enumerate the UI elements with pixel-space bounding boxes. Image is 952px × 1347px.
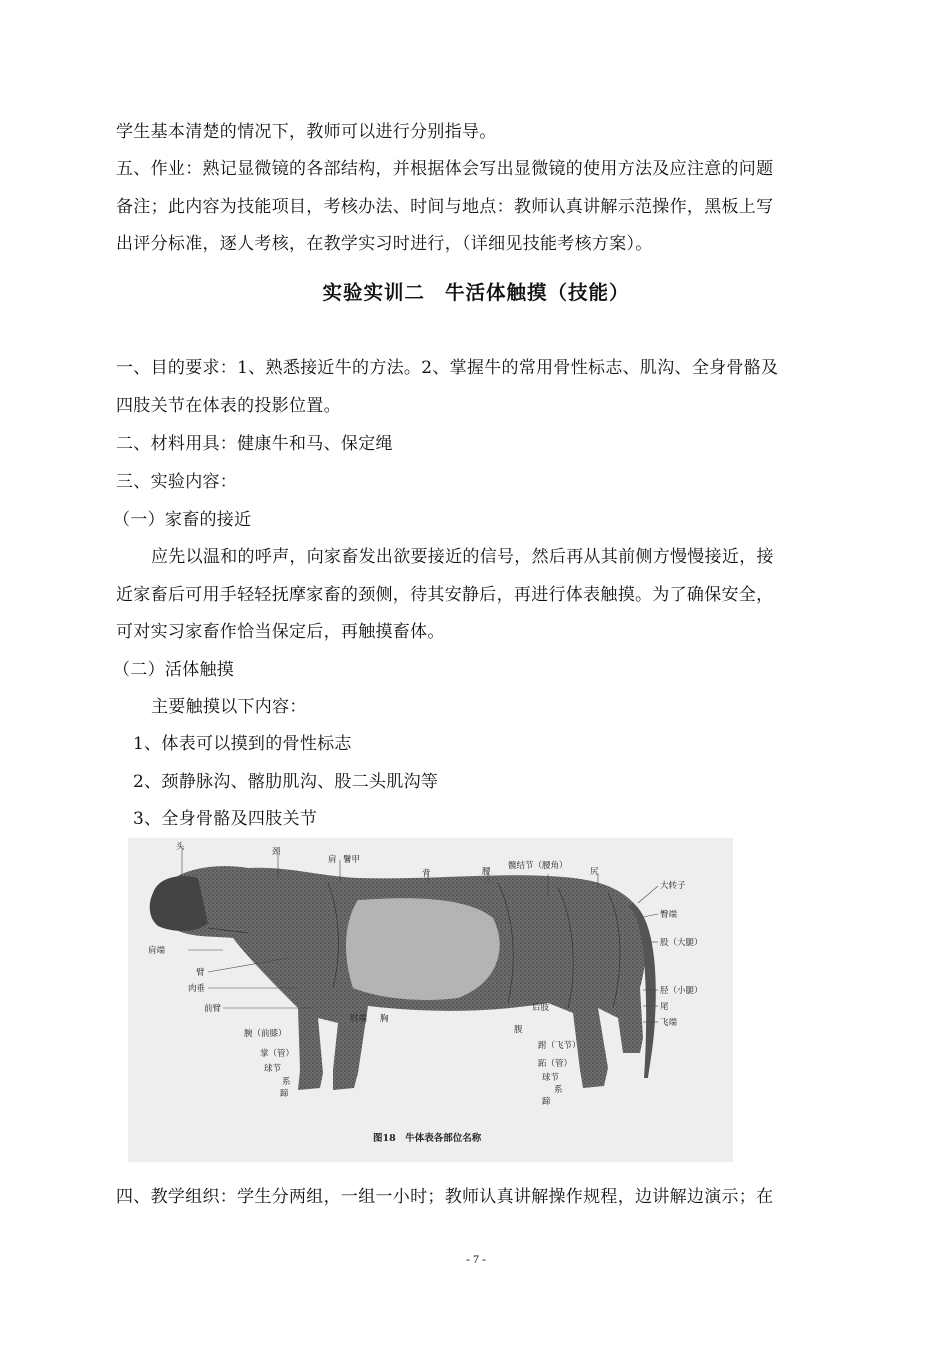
text-line: 出评分标准，逐人考核，在教学实习时进行，（详细见技能考核方案）。 [116,234,653,254]
label-neck: 颈 [272,847,281,857]
text-line: （二）活体触摸 [113,660,235,680]
section-title-text: 牛活体触摸（技能） [445,281,630,304]
text-line: 3、全身骨骼及四肢关节 [133,809,318,829]
label-metacarpus: 掌（管） [260,1049,295,1059]
label-buttock: 臀端 [660,910,678,920]
label-back: 背 [422,869,431,879]
text-line: 1、体表可以摸到的骨性标志 [133,734,352,754]
label-shoulder: 肩 [328,855,337,865]
label-forearm: 前臂 [204,1004,222,1014]
label-tail: 尾 [660,1002,669,1012]
label-arm: 臂 [196,968,205,978]
text-line: 四肢关节在体表的投影位置。 [116,396,341,416]
text-line: 可对实习家畜作恰当保定后，再触摸畜体。 [116,622,445,642]
label-coxal-tuber: 髋结节（腰角） [508,861,568,871]
text-line: 近家畜后可用手轻轻抚摩家畜的颈侧，待其安静后，再进行体表触摸。为了确保安全， [116,585,774,605]
label-head: 头 [176,842,185,852]
label-elbow: 肘端 [350,1014,368,1024]
label-pastern-fore: 系 [282,1077,291,1087]
section-title [0,277,952,305]
text-line: 四、教学组织：学生分两组，一组一小时；教师认真讲解操作规程，边讲解边演示；在 [116,1187,774,1207]
label-hock-point: 飞端 [660,1018,678,1028]
text-line: 应先以温和的呼声，向家畜发出欲要接近的信号，然后再从其前侧方慢慢接近，接 [151,547,774,567]
label-withers: 鬐甲 [343,855,361,865]
label-leg: 胫（小腿） [660,986,703,996]
label-belly: 腹 [514,1025,523,1035]
cattle-illustration [128,838,733,1162]
label-carpus: 腕（前膝） [244,1029,287,1039]
label-hoof-fore: 蹄 [280,1089,289,1099]
text-line: 三、实验内容： [116,472,238,492]
cattle-diagram [128,838,733,1162]
label-metatarsus: 跖（管） [538,1059,573,1069]
label-dewlap: 肉垂 [188,984,206,994]
label-flank: 后肢 [532,1003,550,1013]
label-thigh: 股（大腿） [660,938,703,948]
text-line: 备注；此内容为技能项目，考核办法、时间与地点：教师认真讲解示范操作，黑板上写 [116,197,774,217]
text-line: 学生基本清楚的情况下，教师可以进行分别指导。 [116,122,497,142]
section-title-number: 实验实训二 [322,281,425,304]
text-line: 一、目的要求：1、熟悉接近牛的方法。2、掌握牛的常用骨性标志、肌沟、全身骨骼及 [116,358,779,378]
text-line: 2、颈静脉沟、髂肋肌沟、股二头肌沟等 [133,772,439,792]
text-line: 五、作业：熟记显微镜的各部结构，并根据体会写出显微镜的使用方法及应注意的问题 [116,159,774,179]
page-number: - 7 - [466,1252,486,1266]
label-shoulder-point: 肩端 [148,946,166,956]
cattle-head [150,876,208,931]
label-trochanter: 大转子 [660,881,686,891]
label-chest: 胸 [380,1014,389,1024]
text-line: （一）家畜的接近 [113,510,252,530]
label-pastern-hind: 系 [554,1085,563,1095]
figure-caption: 图18 牛体表各部位名称 [373,1133,482,1144]
label-loin: 腰 [482,867,491,877]
label-hoof-hind: 蹄 [542,1097,551,1107]
text-line: 主要触摸以下内容： [151,697,307,717]
label-rump: 尻 [590,867,599,877]
label-tarsus: 跗（飞节） [538,1041,581,1051]
text-line: 二、材料用具：健康牛和马、保定绳 [116,434,393,454]
trunk-region [346,898,500,1000]
label-fetlock-hind: 球节 [542,1073,560,1083]
label-fetlock-fore: 球节 [264,1064,282,1074]
